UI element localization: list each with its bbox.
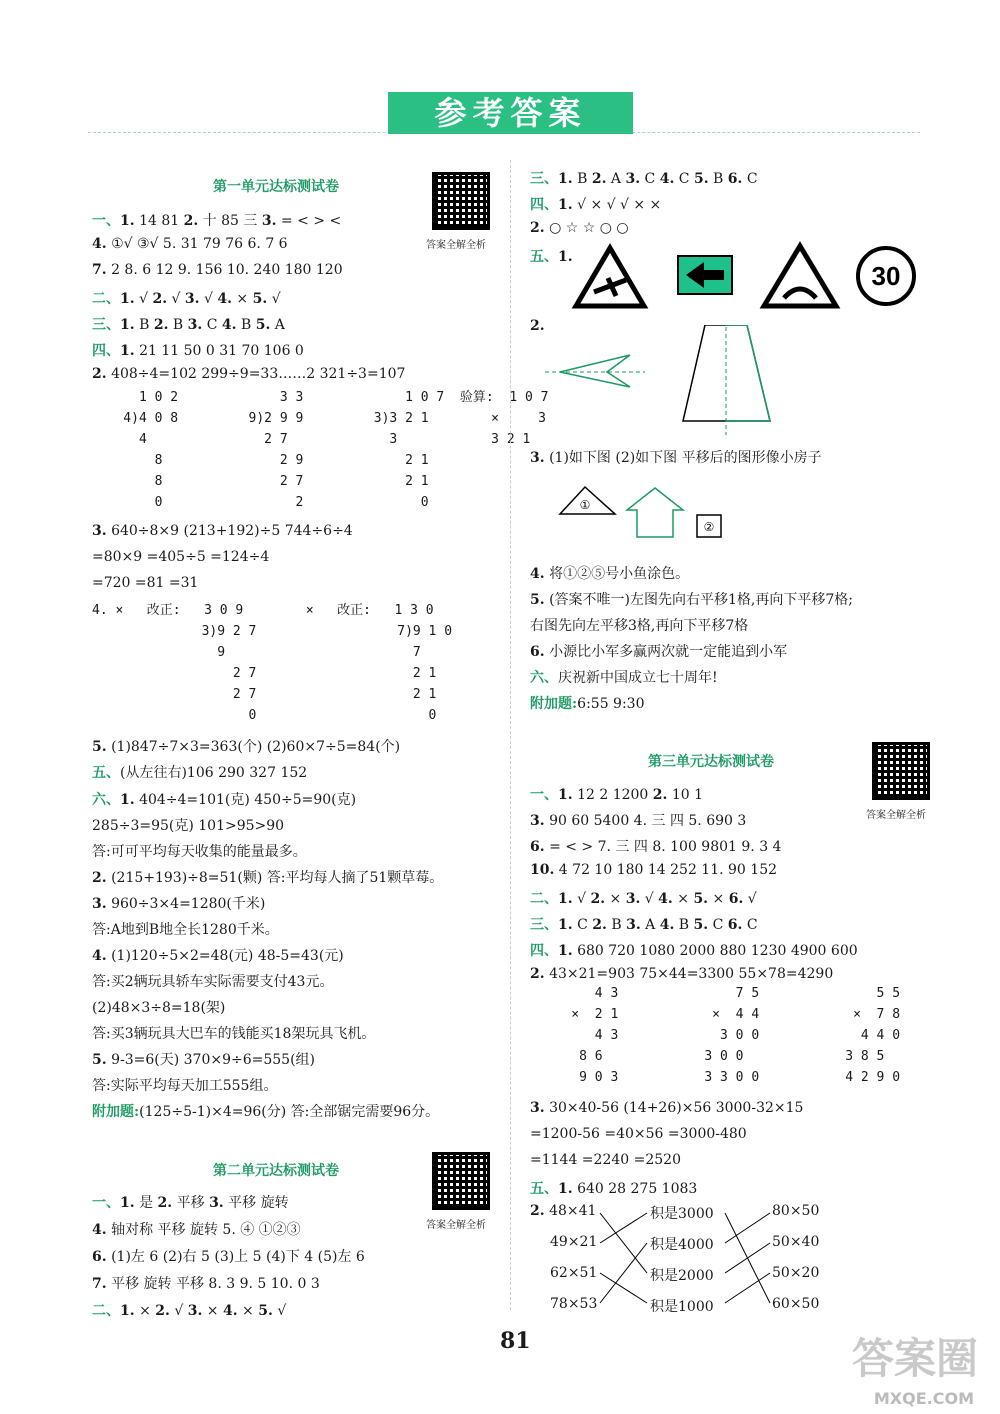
answer-line: 80×50 — [772, 1203, 820, 1219]
answer-line: 二、1. × 2. √ 3. × 4. × 5. √ — [92, 1303, 287, 1319]
column-divider — [510, 160, 511, 1310]
answer-line: 6. = < > 7. 三 四 8. 100 9801 9. 3 4 — [530, 839, 782, 855]
answer-line: 答:A地到B地全长1280千米。 — [92, 922, 279, 938]
answer-line: 四、1. √ × √ √ × × — [530, 197, 662, 213]
answer-line: 答:可可平均每天收集的能量最多。 — [92, 844, 307, 860]
answer-line: 62×51 — [550, 1265, 598, 1281]
answer-line: 附加题:(125÷5-1)×4=96(分) 答:全部锯完需要96分。 — [92, 1104, 440, 1120]
qr-code-icon — [432, 1152, 490, 1210]
svg-text:①: ① — [579, 498, 591, 512]
answer-line: 50×40 — [772, 1234, 820, 1250]
correction-work: 4. × 改正: 3 0 9 × 改正: 1 3 0 3)9 2 7 7)9 1 0 9 7 2 7 2 1 2 7 2 1 0 0 — [92, 603, 453, 723]
page-title: 参考答案 — [388, 92, 633, 134]
answer-line: 一、1. 12 2 1200 2. 10 1 — [530, 787, 704, 803]
watermark-logo: 答案圈 — [851, 1334, 978, 1383]
qr-code-icon — [432, 172, 490, 230]
answer-line: 49×21 — [550, 1234, 598, 1250]
unit3-title: 第三单元达标测试卷 — [648, 754, 774, 770]
answer-line: 60×50 — [772, 1296, 820, 1312]
unit1-title: 第一单元达标测试卷 — [213, 179, 339, 195]
answer-line: 2. ○ ☆ ☆ ○ ○ — [530, 220, 629, 236]
right-q2: 2. — [530, 318, 545, 334]
answer-line: 2. 48×41 — [530, 1203, 597, 1219]
qr-caption: 答案全解全析 — [426, 240, 486, 251]
answer-line: 10. 4 72 10 180 14 252 11. 90 152 — [530, 862, 778, 878]
answer-line: =80×9 =405÷5 =124÷4 — [92, 549, 270, 565]
answer-line: 附加题:6:55 9:30 — [530, 696, 645, 712]
watermark-site: MXQE.COM — [873, 1389, 974, 1408]
answer-line: 答:买2辆玩具轿车实际需要支付43元。 — [92, 974, 334, 990]
answer-line: 6. (1)左 6 (2)右 5 (3)上 5 (4)下 4 (5)左 6 — [92, 1249, 365, 1265]
answer-line: 答:实际平均每天加工555组。 — [92, 1078, 278, 1094]
answer-line: 4. 轴对称 平移 旋转 5. ④ ①②③ — [92, 1222, 301, 1238]
answer-line: 二、1. √ 2. √ 3. √ 4. × 5. √ — [92, 291, 281, 307]
answer-line: 4. ①√ ③√ 5. 31 79 76 6. 7 6 — [92, 236, 288, 252]
answer-line: 一、1. 14 81 2. 十 85 三 3. = < > < — [92, 213, 342, 229]
answer-line: 答:买3辆玩具大巴车的钱能买18架玩具飞机。 — [92, 1026, 376, 1042]
answer-line: 六、1. 404÷4=101(克) 450÷5=90(克) — [92, 792, 357, 808]
svg-text:②: ② — [703, 520, 715, 534]
division-work: 1 0 2 3 3 1 0 7 验算: 1 0 7 4)4 0 8 9)2 9 9 3)3 2 1 × 3 4 2 7 3 3 2 1 8 2 9 2 1 8 2 7 2 1 0 2 0 — [123, 390, 549, 510]
answer-line: 四、1. 680 720 1080 2000 880 1230 4900 600 — [530, 943, 858, 959]
answer-line: 积是4000 — [650, 1237, 714, 1253]
answer-line: =720 =81 =31 — [92, 575, 199, 591]
unit1-section5: 五、(从左往右)106 290 327 152 — [92, 765, 308, 781]
translation-figure — [555, 482, 735, 542]
answer-line: 积是2000 — [650, 1268, 714, 1284]
unit3-section5: 五、1. 640 28 275 1083 — [530, 1181, 698, 1197]
qr-code-icon — [872, 742, 930, 800]
answer-line: 二、1. √ 2. × 3. √ 4. × 5. × 6. √ — [530, 891, 757, 907]
answer-line: =1144 =2240 =2520 — [530, 1152, 681, 1168]
answer-line: 6. 小源比小军多赢两次就一定能追到小军 — [530, 644, 788, 660]
qr-caption: 答案全解全析 — [426, 1220, 486, 1231]
answer-line: 三、1. C 2. B 3. A 4. B 5. C 6. C — [530, 917, 758, 933]
left-arrow-sign-icon — [678, 256, 732, 294]
answer-line: 积是3000 — [650, 1206, 714, 1222]
answer-line: 7. 平移 旋转 平移 8. 3 9. 5 10. 0 3 — [92, 1276, 320, 1292]
page-number: 81 — [500, 1328, 531, 1354]
answer-line: 右图先向左平移3格,再向下平移7格 — [530, 618, 749, 634]
unit1-q5: 5. (1)847÷7×3=363(个) (2)60×7÷5=84(个) — [92, 739, 401, 755]
answer-line: 2. (215+193)÷8=51(颗) 答:平均每人摘了51颗草莓。 — [92, 870, 444, 886]
answer-line: 2. 43×21=903 75×44=3300 55×78=4290 — [530, 966, 834, 982]
answer-line: 三、1. B 2. B 3. C 4. B 5. A — [92, 317, 285, 333]
answer-line: =1200-56 =40×56 =3000-480 — [530, 1126, 747, 1142]
answer-line: 六、庆祝新中国成立七十周年! — [530, 670, 718, 686]
answer-line: 3. 640÷8×9 (213+192)÷5 744÷6÷4 — [92, 523, 353, 539]
answer-line: 4. 将①②⑤号小鱼涂色。 — [530, 566, 690, 582]
unit2-title: 第二单元达标测试卷 — [213, 1163, 339, 1179]
signs-figure — [570, 240, 930, 310]
answer-line: 2. 408÷4=102 299÷9=33……2 321÷3=107 — [92, 366, 406, 382]
multiplication-work: 4 3 7 5 5 5 × 2 1 × 4 4 × 7 8 4 3 3 0 0 4 4 0 8 6 3 0 0 3 8 5 9 0 3 3 3 0 0 4 2 9 0 — [571, 986, 901, 1085]
qr-caption: 答案全解全析 — [866, 810, 926, 821]
answer-line: 5. 9-3=6(天) 370×9÷6=555(组) — [92, 1052, 316, 1068]
symmetry-figure — [545, 325, 785, 440]
airport-sign-icon — [576, 248, 644, 306]
answer-line: 积是1000 — [650, 1299, 714, 1315]
answer-line: 3. 960÷3×4=1280(千米) — [92, 896, 266, 912]
answer-line: 四、1. 21 11 50 0 31 70 106 0 — [92, 343, 304, 359]
svg-text:30: 30 — [871, 261, 901, 291]
answer-line: 三、1. B 2. A 3. C 4. C 5. B 6. C — [530, 171, 758, 187]
answer-line: 78×53 — [550, 1296, 598, 1312]
answer-line: 五、1. — [530, 249, 573, 265]
answer-line: 7. 2 8. 6 12 9. 156 10. 240 180 120 — [92, 262, 343, 278]
answer-line: 50×20 — [772, 1265, 820, 1281]
answer-line: 3. 30×40-56 (14+26)×56 3000-32×15 — [530, 1100, 804, 1116]
hump-sign-icon — [764, 246, 836, 306]
answer-line: 一、1. 是 2. 平移 3. 平移 旋转 — [92, 1195, 289, 1211]
answer-line: 3. 90 60 5400 4. 三 四 5. 690 3 — [530, 813, 747, 829]
speed-limit-sign-icon — [858, 248, 914, 304]
answer-line: (2)48×3÷8=18(架) — [92, 1000, 226, 1016]
answer-line: 5. (答案不唯一)左图先向右平移1格,再向下平移7格; — [530, 592, 853, 608]
answer-line: 285÷3=95(克) 101>95>90 — [92, 818, 285, 834]
matching-lines — [595, 1205, 780, 1315]
answer-line: 4. (1)120÷5×2=48(元) 48-5=43(元) — [92, 948, 344, 964]
right-q3: 3. (1)如下图 (2)如下图 平移后的图形像小房子 — [530, 450, 822, 466]
